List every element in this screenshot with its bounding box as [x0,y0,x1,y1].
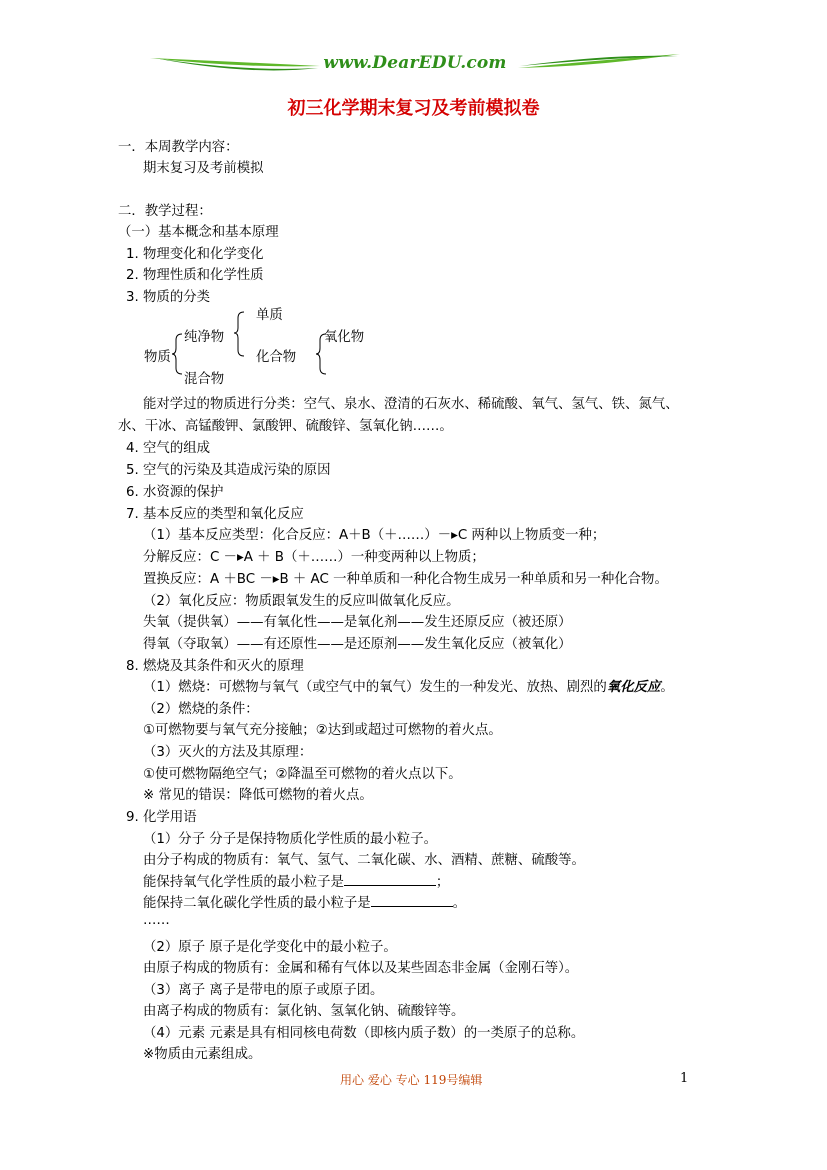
section-1-heading: 一．本周教学内容： [118,140,239,155]
fill-blank-oxygen [143,871,449,890]
combustion-conditions: ①可燃物要与氧气充分接触；②达到或超过可燃物的着火点。 [143,723,502,738]
extinguish-heading: （3）灭火的方法及其原理： [143,745,313,760]
fill-blank-co2-text: 能保持二氧化碳化学性质的最小粒子是 [143,896,371,911]
diagram-element: 单质 [256,308,283,323]
reaction-displacement-text: 置换反应：A ＋BC － [143,572,273,587]
reaction-decomposition-end: A ＋ B（＋……）一种变两种以上物质； [243,550,485,565]
combustion-definition-text: （1）燃烧：可燃物与氧气（或空气中的氧气）发生的一种发光、放热、剧烈的 [143,680,607,695]
site-logo [150,46,680,82]
reaction-decomposition-text: 分解反应：C － [143,550,237,565]
subsection-1-heading: （一）基本概念和基本原理 [118,225,279,240]
fill-blank-co2-end: 。 [452,896,467,911]
arrow-icon: ▸ [236,550,244,565]
ellipsis: …… [143,913,170,928]
reaction-combination-end: C 两种以上物质变一种； [457,528,606,543]
arrow-icon: ▸ [272,572,280,587]
term-molecule: （1）分子 分子是保持物质化学性质的最小粒子。 [143,832,437,847]
term-atom-examples: 由原子构成的物质有：金属和稀有气体以及某些固态非金属（金刚石等）。 [143,961,579,976]
fill-blank-oxygen-end: ； [435,875,450,890]
term-ion-examples: 由离子构成的物质有：氯化钠、氢氧化钠、硫酸锌等。 [143,1004,465,1019]
answer-blank[interactable] [371,894,453,907]
arrow-icon: ▸ [451,528,458,543]
term-molecule-examples: 由分子构成的物质有：氧气、氢气、二氧化碳、水、酒精、蔗糖、硫酸等。 [143,853,585,868]
common-error-note: ※ 常见的错误：降低可燃物的着火点。 [143,788,373,803]
reaction-combination-text: （1）基本反应类型：化合反应：A＋B（＋……）－ [143,528,452,543]
combustion-definition [143,676,674,695]
page-number: 1 [680,1071,689,1086]
diagram-compound: 化合物 [256,350,297,365]
reduction-line: 失氧（提供氧）——有氧化性——是氧化剂——发生还原反应（被还原） [143,615,572,630]
classification-diagram [140,300,380,390]
reaction-decomposition [143,546,485,565]
list-item: 6. 水资源的保护 [126,485,224,500]
list-item: 8. 燃烧及其条件和灭火的原理 [126,659,304,674]
list-item: 7. 基本反应的类型和氧化反应 [126,507,304,522]
oxidation-reaction: （2）氧化反应：物质跟氧发生的反应叫做氧化反应。 [143,594,460,609]
term-element-note: ※物质由元素组成。 [143,1047,262,1062]
term-ion: （3）离子 离子是带电的原子或原子团。 [143,983,384,998]
classify-line-1: 能对学过的物质进行分类：空气、泉水、澄清的石灰水、稀硫酸、氧气、氢气、铁、氮气、 [143,397,679,412]
classify-line-2: 水、干冰、高锰酸钾、氯酸钾、硫酸锌、氢氧化钠……。 [118,419,453,434]
page-title: 初三化学期末复习及考前模拟卷 [287,98,540,119]
reaction-displacement [143,568,668,587]
list-item: 2. 物理性质和化学性质 [126,268,264,283]
page-footer: 用心 爱心 专心 119号编辑 [340,1073,483,1087]
combustion-conditions-heading: （2）燃烧的条件： [143,702,259,717]
section-1-body: 期末复习及考前模拟 [143,161,264,176]
extinguish-methods: ①使可燃物隔绝空气；②降温至可燃物的着火点以下。 [143,767,462,782]
diagram-pure: 纯净物 [184,330,225,345]
combustion-definition-end: 。 [660,680,674,695]
fill-blank-oxygen-text: 能保持氧气化学性质的最小粒子是 [143,875,344,890]
site-url: www.DearEDU.com [323,53,507,73]
list-item: 4. 空气的组成 [126,441,210,456]
list-item: 3. 物质的分类 [126,290,210,305]
term-element: （4）元素 元素是具有相同核电荷数（即核内质子数）的一类原子的总称。 [143,1026,585,1041]
fill-blank-co2 [143,892,466,911]
combustion-emphasis: 氧化反应 [606,680,661,695]
diagram-root: 物质 [144,350,171,365]
list-item: 1. 物理变化和化学变化 [126,247,264,262]
reaction-combination [143,524,605,543]
list-item: 5. 空气的污染及其造成污染的原因 [126,463,331,478]
answer-blank[interactable] [344,873,436,886]
term-atom: （2）原子 原子是化学变化中的最小粒子。 [143,940,397,955]
oxidation-line: 得氧（夺取氧）——有还原性——是还原剂——发生氧化反应（被氧化） [143,637,572,652]
diagram-oxide: 氧化物 [324,330,365,345]
diagram-mixture: 混合物 [184,372,225,387]
reaction-displacement-end: B ＋ AC 一种单质和一种化合物生成另一种单质和另一种化合物。 [279,572,668,587]
section-2-heading: 二．教学过程： [118,204,212,219]
list-item: 9. 化学用语 [126,810,197,825]
